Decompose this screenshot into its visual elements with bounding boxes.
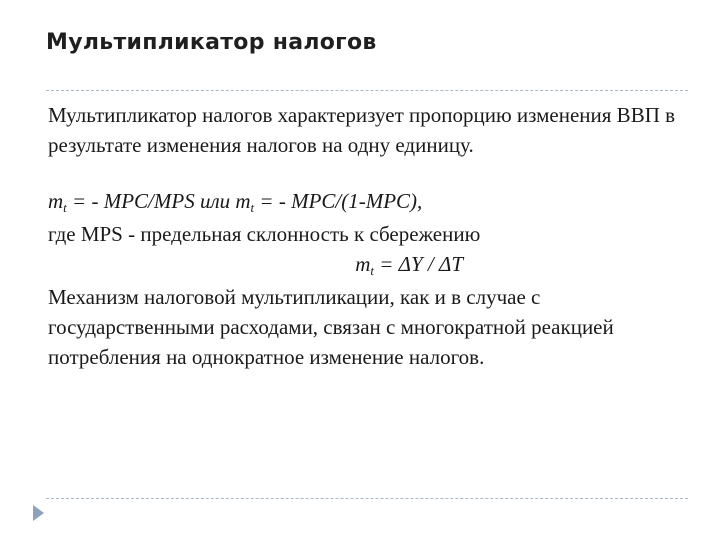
slide-content <box>48 100 688 372</box>
mechanism-paragraph: Механизм налоговой мультипликации, как и в случае с государственными расходами, связан с многократной реакцией потребления на однократное изменение налогов. <box>48 285 614 369</box>
bottom-divider <box>46 498 688 499</box>
delta-formula <box>48 249 688 282</box>
top-divider <box>46 90 688 91</box>
mps-definition: где MPS - предельная склонность к сбережению <box>48 222 481 246</box>
formula-subscript-2: t <box>250 200 255 215</box>
multiplier-formula <box>48 186 688 219</box>
next-arrow-icon[interactable] <box>33 505 44 521</box>
formula-subscript-1: t <box>63 200 67 215</box>
delta-formula-rest: = ΔY / ΔT <box>373 252 463 276</box>
formula-m-1: m <box>48 189 64 213</box>
intro-paragraph: Мультипликатор налогов характеризует пропорцию изменения ВВП в результате изменения налогов на одну единицу. <box>48 103 676 157</box>
formula-part-2: = - MPC/(1-MPC), <box>254 189 423 213</box>
delta-formula-subscript: t <box>370 263 374 278</box>
formula-m-2: m <box>235 189 251 213</box>
formula-part-1: = - MPC/MPS или <box>66 189 236 213</box>
slide-title: Мультипликатор налогов <box>46 30 377 55</box>
delta-formula-m: m <box>355 252 371 276</box>
